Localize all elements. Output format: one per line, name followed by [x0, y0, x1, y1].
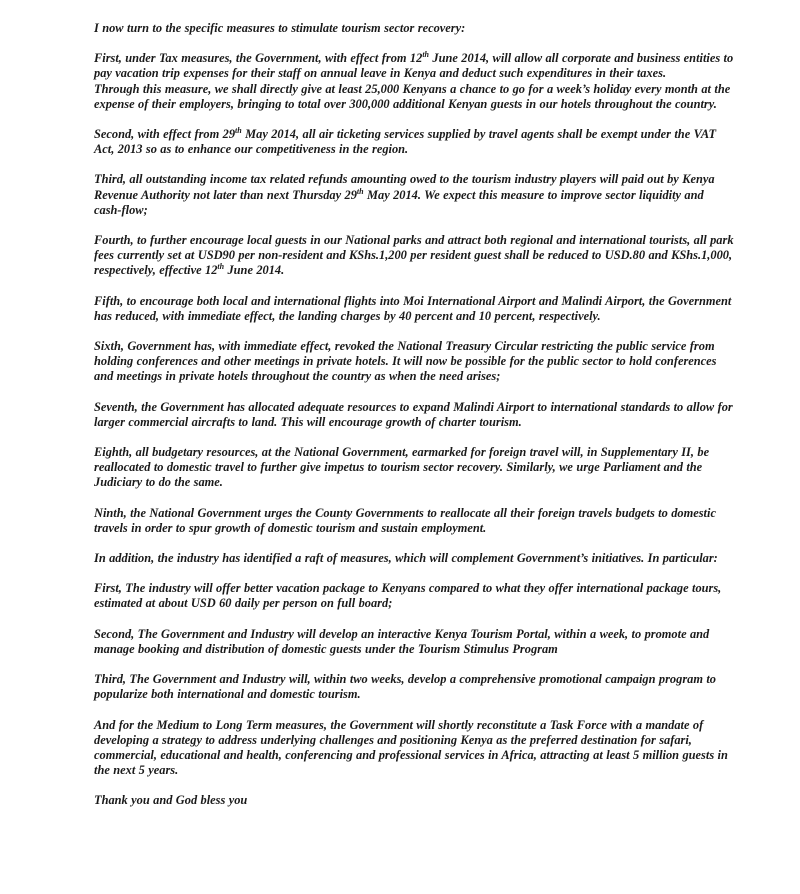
paragraph-industry-intro — [94, 551, 734, 566]
text-run: Sixth, Government has, with immediate effect, revoked the National Treasury Circular restricting the public service from holding conferences and other meetings in private hotels. It will now be possible for the public sector to hold conferences and meetings in private hotels throughout the country as when the need arises; — [94, 339, 717, 384]
paragraph-industry-third — [94, 672, 734, 702]
paragraph-fourth — [94, 233, 734, 279]
text-run: Through this measure, we shall directly give at least 25,000 Kenyans a chance to go for a week’s holiday every month at the expense of their employers, bringing to total over 300,000 additional Kenyan guests in our hotels throughout the country. — [94, 81, 731, 111]
text-run: First, under Tax measures, the Government, with effect from 12 — [94, 51, 423, 66]
text-run: First, The industry will offer better vacation package to Kenyans compared to what they offer international package tours, estimated at about USD 60 daily per person on full board; — [94, 581, 722, 611]
text-run: June 2014, will allow all corporate and business entities to pay vacation trip expenses for their staff on annual leave in Kenya and deduct such expenditures in their taxes. — [94, 51, 734, 81]
text-run: Seventh, the Government has allocated adequate resources to expand Malindi Airport to international standards to allow for larger commercial aircrafts to land. This will encourage growth of charter tourism. — [94, 399, 733, 429]
text-run: Fourth, to further encourage local guests in our National parks and attract both regional and international tourists, all park fees currently set at USD90 per non-resident and KShs.1,200 per resident guest shall be reduced to USD.80 and KShs.1,000, respectively, effective 12 — [94, 233, 734, 278]
paragraph-ninth — [94, 506, 734, 536]
paragraph-industry-first — [94, 581, 734, 611]
paragraph-third — [94, 172, 734, 218]
paragraph-tax-first — [94, 51, 734, 81]
paragraph-fifth — [94, 294, 734, 324]
paragraph-industry-second — [94, 627, 734, 657]
text-run: Ninth, the National Government urges the County Governments to reallocate all their foreign travels budgets to domestic travels in order to spur growth of domestic tourism and sustain employment. — [94, 505, 716, 535]
paragraph-intro — [94, 21, 734, 36]
paragraph-sixth — [94, 339, 734, 385]
paragraph-second — [94, 127, 734, 157]
paragraph-closing — [94, 793, 734, 808]
superscript-ordinal: th — [217, 262, 225, 272]
text-run: Eighth, all budgetary resources, at the National Government, earmarked for foreign travel will, in Supplementary II, be reallocated to domestic travel to further give impetus to tourism sector recovery. Similarly, we urge Parliament and the Judiciary to do the same. — [94, 445, 710, 490]
text-run: Second, The Government and Industry will develop an interactive Kenya Tourism Portal, within a week, to promote and manage booking and distribution of domestic guests under the Tourism Stimulus Program — [94, 626, 710, 656]
paragraph-seventh — [94, 400, 734, 430]
text-run: Third, The Government and Industry will, within two weeks, develop a comprehensive promotional campaign program to popularize both international and domestic tourism. — [94, 672, 717, 702]
text-run: Third, all outstanding income tax related refunds amounting owed to the tourism industry players will paid out by Kenya Revenue Authority not later than next Thursday 29 — [94, 172, 715, 202]
text-run: June 2014. — [224, 263, 285, 278]
text-run: Fifth, to encourage both local and international flights into Moi International Airport and Malindi Airport, the Government has reduced, with immediate effect, the landing charges by 40 percent and 10 percent, respectively. — [94, 293, 732, 323]
text-run: May 2014, all air ticketing services supplied by travel agents shall be exempt under the VAT Act, 2013 so as to enhance our competitiveness in the region. — [94, 127, 717, 157]
text-run: May 2014. We expect this measure to improve sector liquidity and cash-flow; — [94, 187, 704, 217]
superscript-ordinal: th — [235, 125, 242, 135]
text-run: In addition, the industry has identified a raft of measures, which will complement Government’s initiatives. In particular: — [94, 551, 718, 566]
superscript-ordinal: th — [422, 50, 429, 60]
superscript-ordinal: th — [356, 186, 364, 196]
text-run: I now turn to the specific measures to stimulate tourism sector recovery: — [94, 21, 466, 35]
paragraph-tax-first-cont — [94, 82, 734, 112]
text-run: Second, with effect from 29 — [94, 127, 236, 142]
text-run: And for the Medium to Long Term measures, the Government will shortly reconstitute a Task Force with a mandate of developing a strategy to address underlying challenges and positioning Kenya as the preferred destination for safari, commercial, educational and health, conferencing and professional services in Africa, attracting at least 5 million guests in the next 5 years. — [94, 717, 728, 778]
speech-body — [94, 21, 734, 824]
paragraph-long-term — [94, 718, 734, 779]
text-run: Thank you and God bless you — [94, 793, 248, 808]
paragraph-eighth — [94, 445, 734, 491]
